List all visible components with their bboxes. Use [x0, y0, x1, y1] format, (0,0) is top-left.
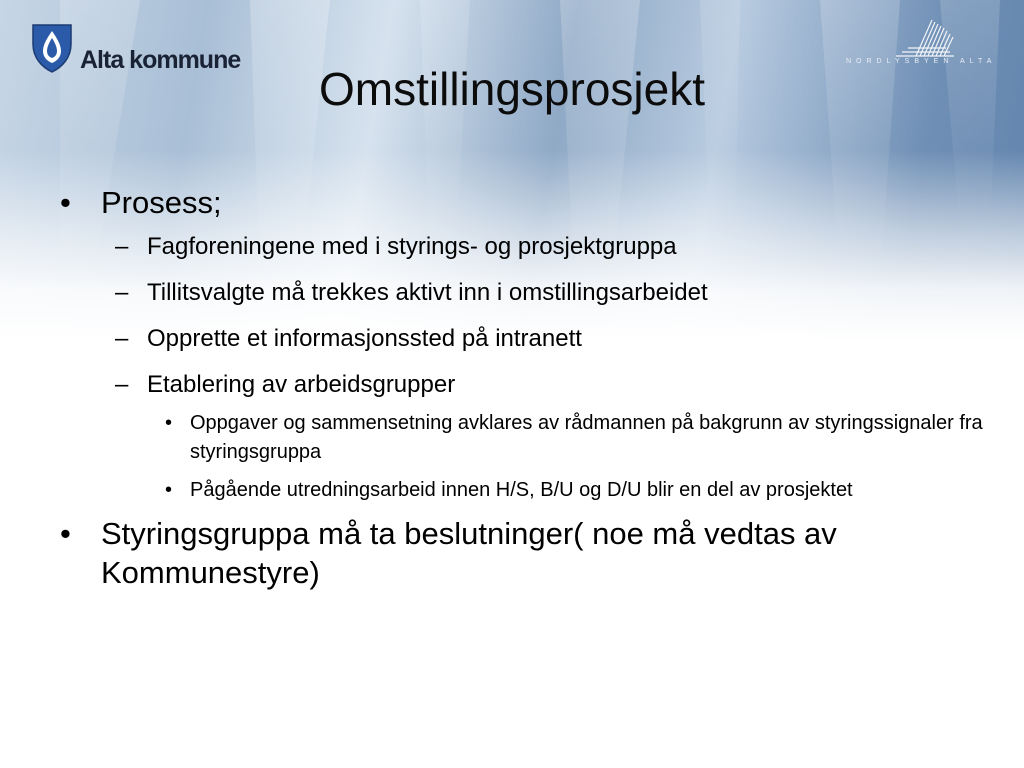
sub-sub-bullet-dot: • [165, 412, 173, 434]
bullet-item [58, 514, 988, 592]
sub-bullet-item [58, 231, 988, 263]
bullet-dot: • [60, 185, 71, 220]
stadium-arcs-icon [846, 16, 1006, 60]
sub-bullet-text: Fagforeningene med i styrings- og prosjektgruppa [147, 233, 677, 260]
slide-title: Omstillingsprosjekt [319, 63, 705, 115]
bullet-text: Styringsgruppa må ta beslutninger( noe må vedtas av Kommunestyre) [101, 516, 837, 590]
corner-brand-text: NORDLYSBYEN ALTA [846, 58, 997, 65]
logo-text: Alta kommune [80, 46, 241, 74]
sub-sub-bullet-text: Oppgaver og sammensetning avklares av rådmannen på bakgrunn av styringssignaler fra styringsgruppa [190, 412, 983, 463]
sub-bullet-text: Opprette et informasjonssted på intranett [147, 325, 582, 352]
sub-sub-bullet-item [58, 409, 988, 467]
bullet-text: Prosess; [101, 185, 222, 220]
sub-sub-bullet-dot: • [165, 479, 173, 501]
slide-content [58, 183, 988, 601]
sub-bullet-dash: – [115, 279, 129, 306]
sub-bullet-item [58, 323, 988, 355]
sub-sub-bullet-item [58, 476, 988, 505]
sub-bullet-text: Etablering av arbeidsgrupper [147, 371, 456, 398]
sub-bullet-dash: – [115, 371, 129, 398]
sub-bullet-item [58, 369, 988, 401]
sub-sub-bullet-text: Pågående utredningsarbeid innen H/S, B/U og D/U blir en del av prosjektet [190, 479, 853, 501]
sub-bullet-dash: – [115, 233, 129, 260]
bullet-item [58, 183, 988, 222]
sub-bullet-text: Tillitsvalgte må trekkes aktivt inn i omstillingsarbeidet [147, 279, 708, 306]
sub-bullet-item [58, 277, 988, 309]
bullet-dot: • [60, 516, 71, 551]
sub-bullet-dash: – [115, 325, 129, 352]
